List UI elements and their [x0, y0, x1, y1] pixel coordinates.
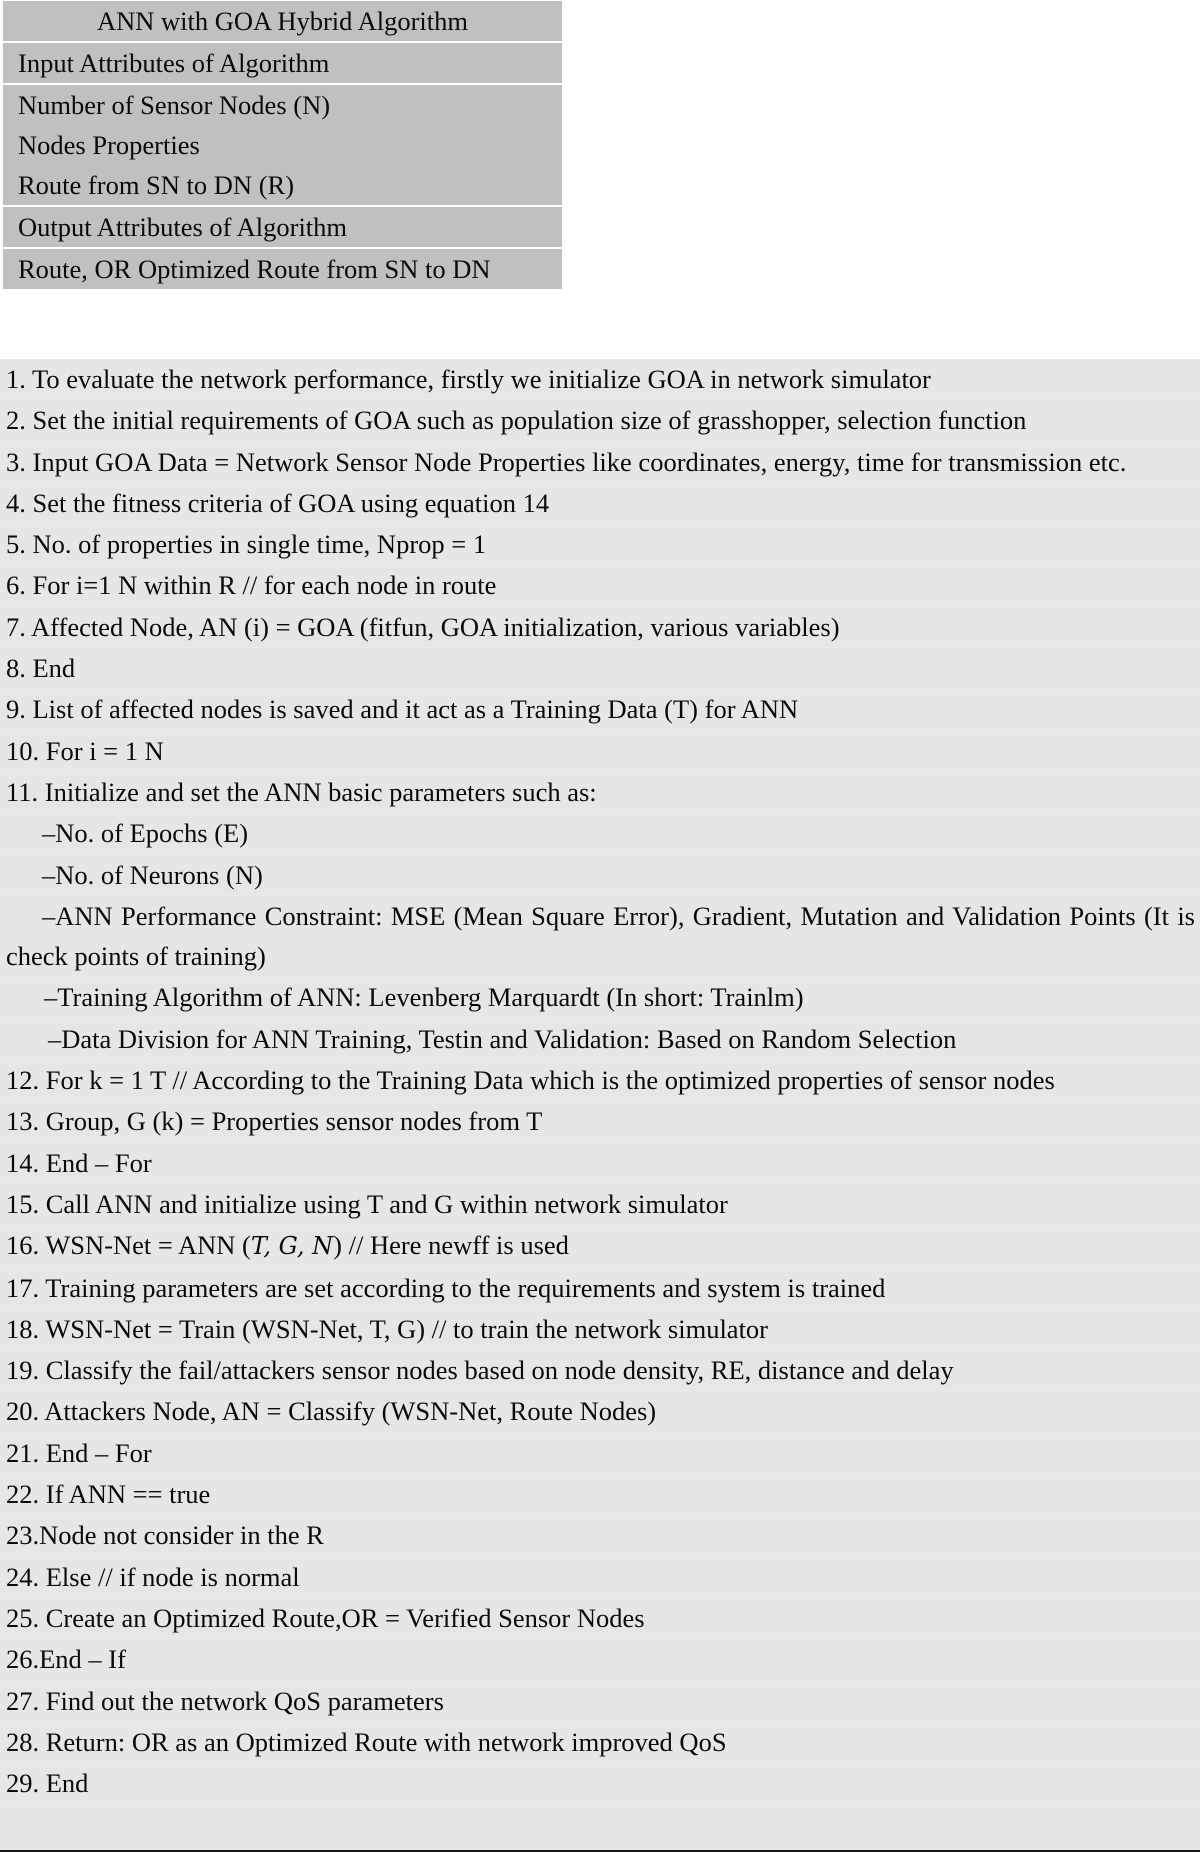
input-attribute: Route from SN to DN (R) [18, 170, 295, 200]
step-11: 11. Initialize and set the ANN basic parameters such as: [0, 772, 1200, 813]
step-7: 7. Affected Node, AN (i) = GOA (fitfun, GOA initialization, various variables) [0, 607, 1200, 648]
step-16-math-args: T, G, N [250, 1232, 334, 1261]
step-20: 20. Attackers Node, AN = Classify (WSN-Net, Route Nodes) [0, 1391, 1200, 1432]
input-attribute: Nodes Properties [18, 130, 200, 160]
step-2: 2. Set the initial requirements of GOA such as population size of grasshopper, selection function [0, 400, 1200, 441]
step-8: 8. End [0, 648, 1200, 689]
algorithm-title: ANN with GOA Hybrid Algorithm [3, 1, 562, 41]
step-23: 23.Node not consider in the R [0, 1515, 1200, 1556]
step-5: 5. No. of properties in single time, Nprop = 1 [0, 524, 1200, 565]
step-28: 28. Return: OR as an Optimized Route with network improved QoS [0, 1722, 1200, 1763]
step-13: 13. Group, G (k) = Properties sensor nodes from T [0, 1101, 1200, 1142]
step-26: 26.End – If [0, 1639, 1200, 1680]
step-29: 29. End [0, 1763, 1200, 1804]
algorithm-attributes-table [3, 1, 562, 291]
step-19: 19. Classify the fail/attackers sensor nodes based on node density, RE, distance and delay [0, 1350, 1200, 1391]
step-11-training-algorithm: –Training Algorithm of ANN: Levenberg Marquardt (In short: Trainlm) [0, 977, 1200, 1018]
step-12: 12. For k = 1 T // According to the Training Data which is the optimized properties of sensor nodes [0, 1060, 1200, 1101]
step-16-suffix: ) // Here newff is used [333, 1230, 569, 1261]
output-attribute: Route, OR Optimized Route from SN to DN [3, 249, 562, 289]
input-attributes-heading: Input Attributes of Algorithm [3, 43, 562, 83]
step-11-performance-constraint: –ANN Performance Constraint: MSE (Mean Square Error), Gradient, Mutation and Validation Points (It is check points of training) [0, 896, 1200, 978]
step-4: 4. Set the fitness criteria of GOA using equation 14 [0, 483, 1200, 524]
step-11-data-division: –Data Division for ANN Training, Testin and Validation: Based on Random Selection [0, 1019, 1200, 1060]
step-11-epochs: –No. of Epochs (E) [0, 813, 1200, 854]
step-25: 25. Create an Optimized Route,OR = Verified Sensor Nodes [0, 1598, 1200, 1639]
step-18: 18. WSN-Net = Train (WSN-Net, T, G) // to train the network simulator [0, 1309, 1200, 1350]
step-14: 14. End – For [0, 1143, 1200, 1184]
input-attribute: Number of Sensor Nodes (N) [18, 90, 331, 120]
step-22: 22. If ANN == true [0, 1474, 1200, 1515]
step-16-prefix: 16. WSN-Net = ANN ( [6, 1230, 251, 1261]
step-6: 6. For i=1 N within R // for each node in route [0, 565, 1200, 606]
step-3: 3. Input GOA Data = Network Sensor Node Properties like coordinates, energy, time for transmission etc. [0, 442, 1200, 483]
step-21: 21. End – For [0, 1433, 1200, 1474]
step-16 [0, 1225, 1200, 1267]
input-attributes-list [3, 85, 562, 205]
step-24: 24. Else // if node is normal [0, 1557, 1200, 1598]
output-attributes-heading: Output Attributes of Algorithm [3, 207, 562, 247]
step-9: 9. List of affected nodes is saved and it act as a Training Data (T) for ANN [0, 689, 1200, 730]
step-1: 1. To evaluate the network performance, firstly we initialize GOA in network simulator [0, 359, 1200, 400]
algorithm-steps [0, 359, 1200, 1852]
step-15: 15. Call ANN and initialize using T and G within network simulator [0, 1184, 1200, 1225]
step-17: 17. Training parameters are set according to the requirements and system is trained [0, 1268, 1200, 1309]
step-27: 27. Find out the network QoS parameters [0, 1681, 1200, 1722]
step-10: 10. For i = 1 N [0, 731, 1200, 772]
step-11-neurons: –No. of Neurons (N) [0, 855, 1200, 896]
